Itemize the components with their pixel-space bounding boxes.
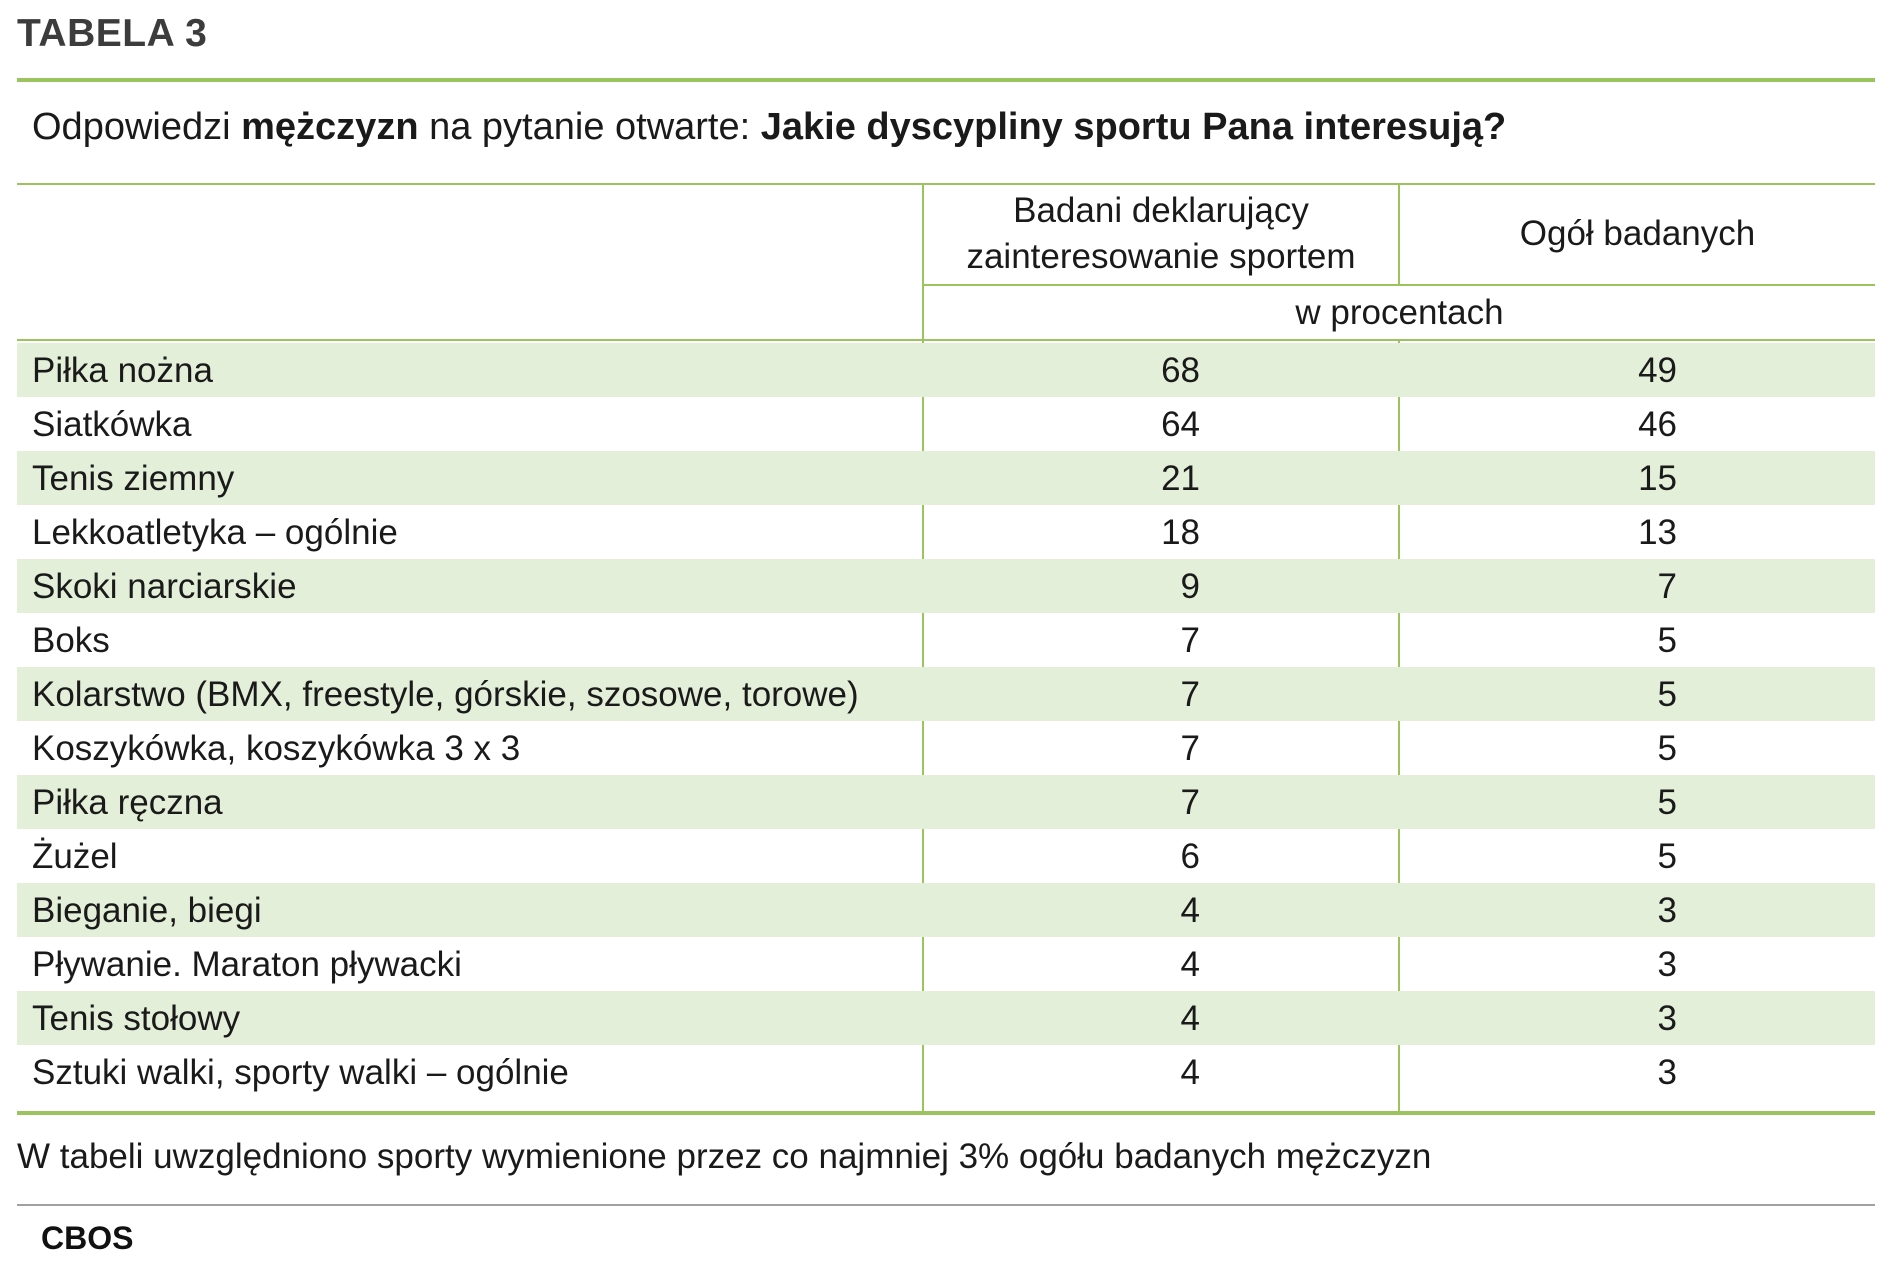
value-all: 15 — [1638, 459, 1677, 498]
table-row — [17, 775, 1875, 829]
value-interested: 6 — [1180, 837, 1200, 876]
value-all: 3 — [1657, 891, 1677, 930]
value-interested: 7 — [1180, 675, 1200, 714]
source-label: CBOS — [41, 1220, 134, 1256]
value-all: 5 — [1657, 729, 1677, 768]
row-label: Żużel — [32, 837, 118, 876]
value-interested: 18 — [1161, 513, 1200, 552]
value-all: 3 — [1657, 1053, 1677, 1092]
question-intro: Odpowiedzi — [32, 106, 242, 148]
value-all: 5 — [1657, 621, 1677, 660]
row-label: Piłka ręczna — [32, 783, 223, 822]
col-header-interested-line1: Badani deklarujący — [1013, 191, 1309, 230]
table-row — [17, 343, 1875, 397]
value-interested: 4 — [1180, 891, 1200, 930]
value-interested: 68 — [1161, 351, 1200, 390]
bottom-rule — [17, 1111, 1875, 1115]
table-row — [17, 397, 1875, 451]
col-header-interested — [924, 188, 1398, 280]
table-row — [17, 991, 1875, 1045]
question-emphasis: mężczyzn — [241, 106, 419, 148]
table-note: W tabeli uwzględniono sporty wymienione przez co najmniej 3% ogółu badanych mężczyzn — [17, 1137, 1432, 1176]
value-interested: 4 — [1180, 1053, 1200, 1092]
row-label: Tenis ziemny — [32, 459, 235, 498]
value-interested: 64 — [1161, 405, 1200, 444]
top-rule — [17, 78, 1875, 82]
value-interested: 21 — [1161, 459, 1200, 498]
row-label: Skoki narciarskie — [32, 567, 297, 606]
row-label: Lekkoatletyka – ogólnie — [32, 513, 398, 552]
value-all: 46 — [1638, 405, 1677, 444]
value-interested: 4 — [1180, 999, 1200, 1038]
table-row — [17, 721, 1875, 775]
question-mid: na pytanie otwarte: — [418, 106, 761, 148]
value-all: 13 — [1638, 513, 1677, 552]
row-label: Bieganie, biegi — [32, 891, 262, 930]
source-rule — [17, 1204, 1875, 1206]
table-row — [17, 667, 1875, 721]
table-row — [17, 937, 1875, 991]
value-interested: 7 — [1180, 783, 1200, 822]
row-label: Pływanie. Maraton pływacki — [32, 945, 462, 984]
value-all: 5 — [1657, 783, 1677, 822]
header-top-rule — [17, 183, 1875, 185]
value-all: 3 — [1657, 945, 1677, 984]
table-row — [17, 829, 1875, 883]
row-label: Tenis stołowy — [32, 999, 241, 1038]
row-label: Koszykówka, koszykówka 3 x 3 — [32, 729, 521, 768]
value-all: 5 — [1657, 837, 1677, 876]
value-interested: 4 — [1180, 945, 1200, 984]
value-all: 7 — [1657, 567, 1677, 606]
table-row — [17, 1045, 1875, 1099]
value-interested: 7 — [1180, 729, 1200, 768]
value-interested: 7 — [1180, 621, 1200, 660]
row-label: Sztuki walki, sporty walki – ogólnie — [32, 1053, 569, 1092]
header-bottom-rule — [17, 339, 1875, 341]
row-label: Piłka nożna — [32, 351, 213, 390]
value-interested: 9 — [1180, 567, 1200, 606]
question-text: Jakie dyscypliny sportu Pana interesują? — [760, 106, 1507, 148]
table-row — [17, 883, 1875, 937]
table-row — [17, 559, 1875, 613]
table-row — [17, 613, 1875, 667]
table-row — [17, 451, 1875, 505]
table-label: TABELA 3 — [17, 12, 208, 55]
row-label: Siatkówka — [32, 405, 192, 444]
col-header-interested-line2: zainteresowanie sportem — [966, 237, 1356, 276]
value-all: 3 — [1657, 999, 1677, 1038]
row-label: Kolarstwo (BMX, freestyle, górskie, szosowe, torowe) — [32, 675, 859, 714]
unit-header: w procentach — [1295, 293, 1504, 332]
question — [32, 106, 1506, 149]
table-row — [17, 505, 1875, 559]
row-label: Boks — [32, 621, 110, 660]
value-all: 49 — [1638, 351, 1677, 390]
col-header-all: Ogół badanych — [1519, 214, 1756, 253]
value-all: 5 — [1657, 675, 1677, 714]
